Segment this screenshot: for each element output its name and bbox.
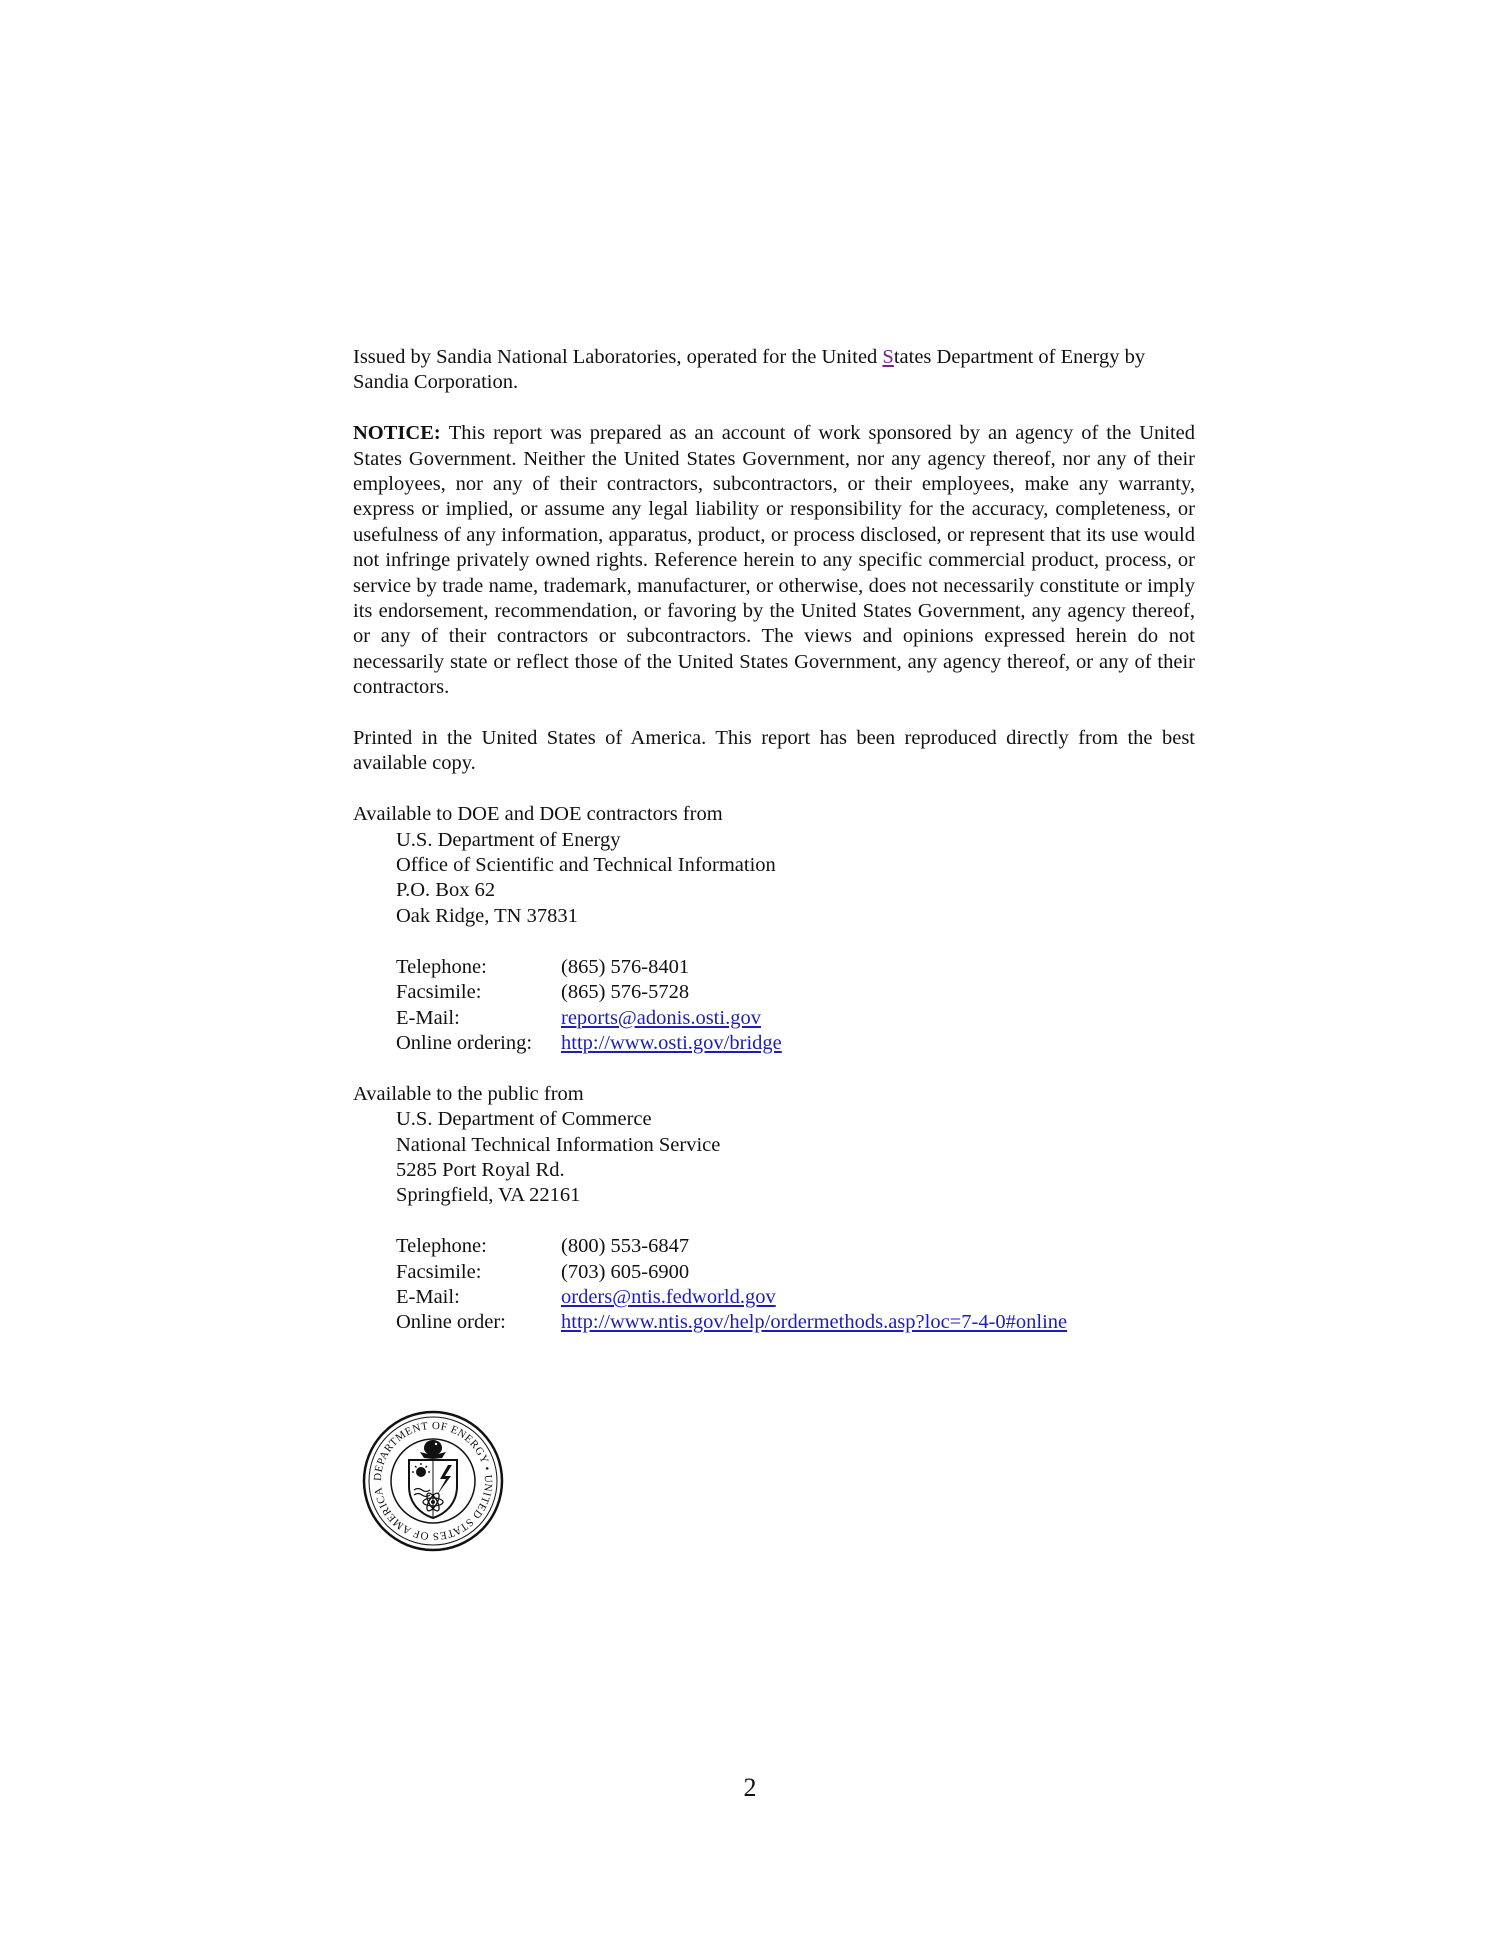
doe-telephone-value: (865) 576-8401: [561, 955, 690, 978]
public-address-line: National Technical Information Service: [396, 1133, 721, 1156]
issued-text-end: tates Department of Energy by Sandia Corporation.: [353, 346, 1146, 394]
public-fax-row: [353, 1260, 1195, 1285]
doe-online-label: Online ordering:: [396, 1031, 533, 1054]
issued-statement: [353, 345, 1195, 396]
doe-email-link[interactable]: reports@adonis.osti.gov: [561, 1006, 761, 1029]
public-telephone-value: (800) 553-6847: [561, 1235, 690, 1258]
seal-ring-text: DEPARTMENT OF ENERGY • UNITED STATES OF AMERICA: [371, 1419, 495, 1543]
doe-fax-label: Facsimile:: [396, 981, 482, 1004]
doe-fax-row: [353, 980, 1195, 1005]
public-intro: Available to the public from: [353, 1082, 584, 1105]
doe-contact-table: [353, 955, 1195, 1057]
printed-statement: Printed in the United States of America. This report has been reproduced directly from the best available copy.: [353, 727, 1195, 775]
public-email-row: [353, 1285, 1195, 1310]
public-availability: [353, 1082, 1195, 1209]
public-telephone-row: [353, 1234, 1195, 1259]
doe-seal-icon: [362, 1410, 504, 1552]
issued-text-start: Issued by Sandia National Laboratories, operated for the United: [353, 346, 883, 368]
doe-address-line: P.O. Box 62: [396, 879, 496, 902]
doe-telephone-label: Telephone:: [396, 955, 487, 978]
public-address-line: Springfield, VA 22161: [396, 1184, 581, 1207]
notice-paragraph: [353, 421, 1195, 700]
public-email-label: E-Mail:: [396, 1285, 460, 1308]
doe-online-link[interactable]: http://www.osti.gov/bridge: [561, 1031, 782, 1054]
issued-highlight-letter: S: [882, 346, 894, 368]
doe-fax-value: (865) 576-5728: [561, 981, 690, 1004]
public-fax-value: (703) 605-6900: [561, 1260, 690, 1283]
content-column: [353, 345, 1195, 1361]
public-contact-table: [353, 1234, 1195, 1336]
doe-address-line: U.S. Department of Energy: [396, 828, 621, 851]
doe-telephone-row: [353, 955, 1195, 980]
notice-heading: NOTICE:: [353, 422, 441, 445]
public-fax-label: Facsimile:: [396, 1260, 482, 1283]
doe-email-row: [353, 1006, 1195, 1031]
public-online-row: [353, 1310, 1195, 1335]
public-email-link[interactable]: orders@ntis.fedworld.gov: [561, 1285, 776, 1308]
seal-graphic: [362, 1410, 504, 1552]
notice-text: This report was prepared as an account of work sponsored by an agency of the United States Government. Neither the United States Government, nor any agency thereof, nor any of their employees, nor any of their contractors, subcontractors, or their employees, make any warranty, express or implied, or assume any legal liability or responsibility for the accuracy, completeness, or usefulness of any information, apparatus, product, or process disclosed, or represent that its use would not infringe privately owned rights. Reference herein to any specific commercial product, process, or service by trade name, trademark, manufacturer, or otherwise, does not necessarily constitute or imply its endorsement, recommendation, or favoring by the United States Government, any agency thereof, or any of their contractors or subcontractors. The views and opinions expressed herein do not necessarily state or reflect those of the United States Government, any agency thereof, or any of their contractors.: [353, 422, 1195, 699]
doe-availability: [353, 802, 1195, 929]
doe-intro: Available to DOE and DOE contractors from: [353, 803, 723, 826]
doe-email-label: E-Mail:: [396, 1006, 460, 1029]
doe-online-row: [353, 1031, 1195, 1056]
public-address-line: 5285 Port Royal Rd.: [396, 1158, 565, 1181]
doe-address-line: Office of Scientific and Technical Information: [396, 854, 776, 877]
doe-address-line: Oak Ridge, TN 37831: [396, 904, 578, 927]
public-online-link[interactable]: http://www.ntis.gov/help/ordermethods.asp?loc=7-4-0#online: [561, 1311, 1068, 1334]
public-telephone-label: Telephone:: [396, 1235, 487, 1258]
public-address-line: U.S. Department of Commerce: [396, 1108, 652, 1131]
page-number: 2: [743, 1773, 757, 1802]
public-online-label: Online order:: [396, 1311, 506, 1334]
